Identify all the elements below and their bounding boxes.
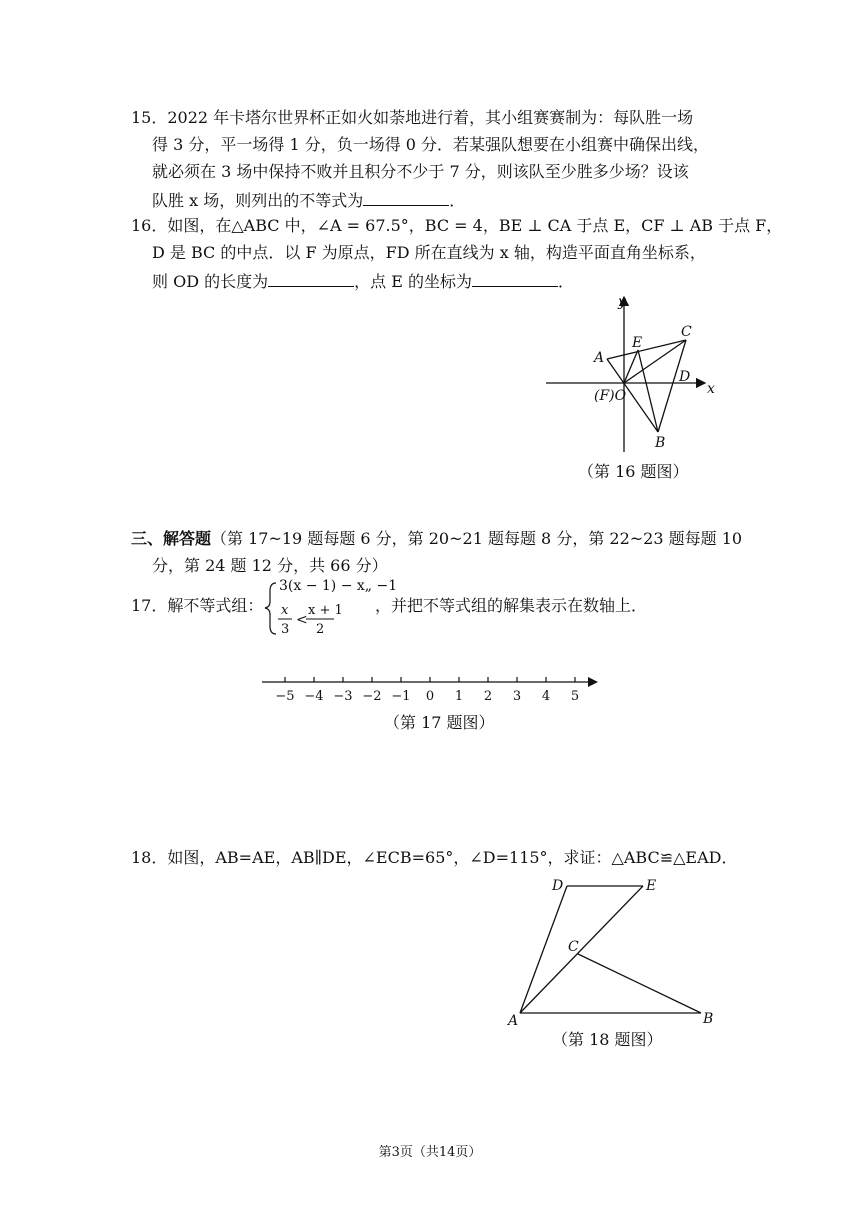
- q16-line2: D 是 BC 的中点．以 F 为原点，FD 所在直线为 x 轴，构造平面直角坐标系，: [152, 243, 706, 262]
- number-line-tick-label: −3: [333, 689, 353, 704]
- page-footer: 第3页（共14页）: [378, 1145, 482, 1160]
- fig18-label-d: D: [552, 878, 564, 894]
- number-line-tick-label: −4: [304, 689, 324, 704]
- label-d: D: [679, 369, 691, 385]
- number-line-tick-label: 2: [483, 689, 493, 704]
- q17-frac2-num: x + 1: [308, 603, 343, 618]
- q18-text: 18．如图，AB=AE，AB∥DE，∠ECB=65°，∠D=115°，求证：△ABC≌△EAD．: [131, 848, 738, 867]
- q18-caption: （第 18 题图）: [552, 1030, 663, 1049]
- q17-suffix: ，并把不等式组的解集表示在数轴上．: [375, 596, 648, 615]
- q17-prefix: 17．解不等式组：: [131, 596, 264, 615]
- q16-line1: 16．如图，在△ABC 中，∠A = 67.5°，BC = 4，BE ⊥ CA 于点 E，CF ⊥ AB 于点 F，: [131, 216, 783, 235]
- number-line-tick-label: 0: [425, 689, 435, 704]
- segment-ea: [520, 886, 643, 1013]
- label-y: y: [618, 294, 626, 310]
- label-x: x: [707, 381, 715, 397]
- q17-frac1-num: x: [281, 603, 289, 618]
- fig18-label-c: C: [568, 939, 579, 955]
- section3-desc2: 分，第 24 题 12 分，共 66 分）: [152, 556, 388, 575]
- number-line-tick-label: 4: [541, 689, 551, 704]
- fig18-label-a: A: [508, 1013, 519, 1029]
- label-e: E: [632, 335, 643, 351]
- q17-frac1-den: 3: [281, 622, 290, 637]
- q17-caption: （第 17 题图）: [384, 713, 495, 732]
- number-line-tick-label: 1: [454, 689, 464, 704]
- section3-desc1: （第 17~19 题每题 6 分，第 20~21 题每题 8 分，第 22~23 题每题 10: [211, 529, 743, 548]
- q15-line4-end: ．: [449, 191, 466, 210]
- number-line-tick-label: −1: [391, 689, 411, 704]
- segment-da: [520, 886, 567, 1013]
- label-a: A: [594, 350, 605, 366]
- label-c: C: [681, 324, 692, 340]
- number-line-tick-label: −2: [362, 689, 382, 704]
- q15-line3: 就必须在 3 场中保持不败并且积分不少于 7 分，则该队至少胜多少场？设该: [152, 162, 689, 181]
- label-b: B: [655, 435, 666, 451]
- number-line-tick-label: −5: [275, 689, 295, 704]
- number-line-tick-label: 5: [570, 689, 580, 704]
- q17-frac2-den: 2: [316, 622, 325, 637]
- label-fo: (F)O: [594, 388, 627, 404]
- q16-line3-end: ．: [557, 272, 574, 291]
- q17-less-than: <: [296, 612, 308, 628]
- q15-line4-text: 队胜 x 场，则列出的不等式为: [152, 191, 364, 210]
- q17-inequality1: 3(x − 1) − x„ −1: [279, 578, 398, 594]
- q15-line1: 15．2022 年卡塔尔世界杯正如火如荼地进行着，其小组赛赛制为：每队胜一场: [131, 108, 694, 127]
- q16-line3-text-b: ，点 E 的坐标为: [354, 272, 472, 291]
- fig18-label-e: E: [646, 878, 657, 894]
- number-line-tick-label: 3: [512, 689, 522, 704]
- q15-line2: 得 3 分，平一场得 1 分，负一场得 0 分．若某强队想要在小组赛中确保出线，: [152, 135, 710, 154]
- section3-title: 三、解答题: [131, 529, 212, 548]
- segment-cb: [578, 954, 701, 1013]
- fig18-label-b: B: [703, 1011, 714, 1027]
- q16-caption: （第 16 题图）: [578, 462, 689, 481]
- q16-line3-text-a: 则 OD 的长度为: [152, 272, 269, 291]
